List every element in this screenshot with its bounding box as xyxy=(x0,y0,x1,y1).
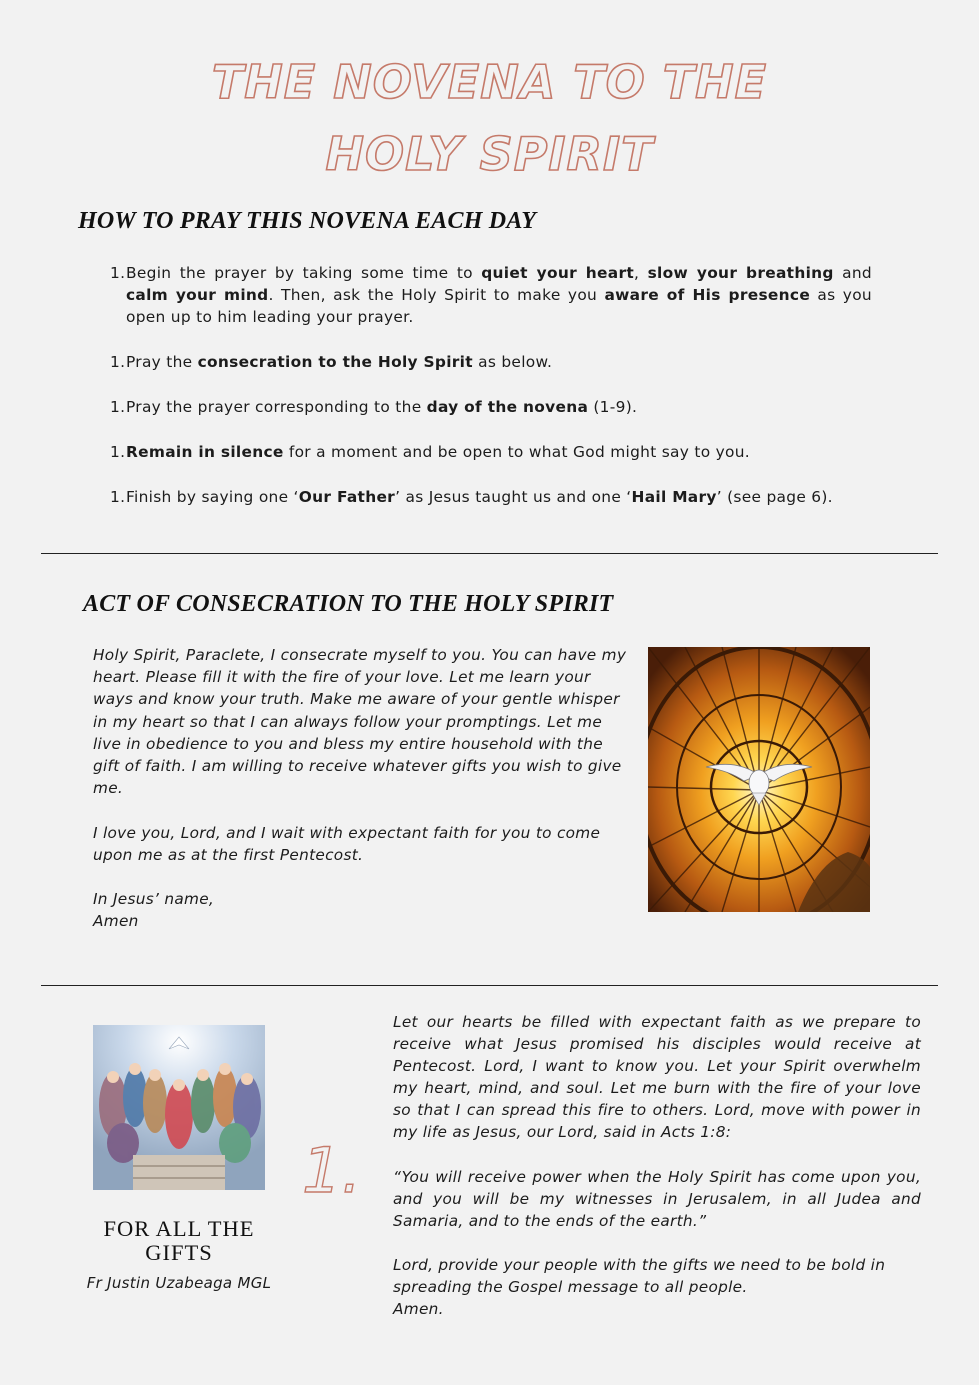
page-title xyxy=(0,46,979,190)
day-amen: Amen. xyxy=(393,1300,444,1319)
howto-step xyxy=(110,262,872,328)
step-text-run: for a moment and be open to what God might say to you. xyxy=(283,443,751,461)
step-text-run: Pray the xyxy=(126,353,198,371)
step-text-run: ’ as Jesus taught us and one ‘ xyxy=(395,488,632,506)
step-emphasis: slow your breathing xyxy=(647,264,834,282)
step-text xyxy=(126,441,872,463)
step-text xyxy=(126,486,872,508)
consecration-paragraph: I love you, Lord, and I wait with expectant faith for you to come upon me as at the first Pentecost. xyxy=(93,823,601,864)
title-line-1: THE NOVENA TO THE xyxy=(211,55,768,109)
step-text-run: as you open up to him leading your prayer. xyxy=(126,286,872,326)
step-text xyxy=(126,262,872,328)
step-text-run: as below. xyxy=(472,353,553,371)
step-number: 1. xyxy=(110,488,126,506)
day-closing-text: Lord, provide your people with the gifts we need to be bold in spreading the Gospel message to all people. xyxy=(393,1256,886,1297)
step-text-run: Begin the prayer by taking some time to xyxy=(126,264,482,282)
step-text xyxy=(126,351,872,373)
step-text xyxy=(126,396,872,418)
day-author: Fr Justin Uzabeaga MGL xyxy=(86,1274,272,1292)
step-number: 1. xyxy=(110,398,126,416)
step-number: 1. xyxy=(110,264,126,282)
step-number: 1. xyxy=(110,353,126,371)
divider xyxy=(41,985,938,986)
step-text-run: and xyxy=(833,264,872,282)
step-text-run: ’ (see page 6). xyxy=(716,488,833,506)
step-emphasis: calm your mind xyxy=(126,286,269,304)
day-title: FOR ALL THE GIFTS xyxy=(103,1216,255,1265)
step-emphasis: Our Father xyxy=(298,488,396,506)
step-number: 1. xyxy=(110,443,126,461)
howto-step xyxy=(110,441,872,463)
step-text-run: . Then, ask the Holy Spirit to make you xyxy=(268,286,605,304)
step-text-run: (1-9). xyxy=(588,398,638,416)
step-text-run: , xyxy=(634,264,648,282)
step-emphasis: quiet your heart xyxy=(481,264,635,282)
consecration-closing xyxy=(93,888,633,932)
step-emphasis: Remain in silence xyxy=(126,443,284,461)
day-paragraph: Let our hearts be filled with expectant faith as we prepare to receive what Jesus promised his disciples would receive at Pentecost. Lord, I want to know you. Let your Spirit overwhelm my heart, mind, and soul. Let me burn with the fire of your love so that I can spread this fire to others. Lord, move with power in my life as Jesus, our Lord, said in Acts 1:8: xyxy=(393,1013,921,1142)
pentecost-painting-image xyxy=(93,1025,265,1190)
howto-step xyxy=(110,351,872,373)
consecration-heading: ACT OF CONSECRATION TO THE HOLY SPIRIT xyxy=(83,591,614,617)
step-text-run: Finish by saying one ‘ xyxy=(126,488,299,506)
divider xyxy=(41,553,938,554)
howto-steps-list xyxy=(110,262,872,531)
day-closing xyxy=(393,1254,921,1320)
howto-heading: HOW TO PRAY THIS NOVENA EACH DAY xyxy=(78,208,537,234)
consecration-prayer xyxy=(93,644,633,933)
day-scripture-quote: “You will receive power when the Holy Spirit has come upon you, and you will be my witnesses in Jerusalem, in all Judea and Samaria, and to the ends of the earth.” xyxy=(393,1167,921,1230)
consecration-paragraph: Holy Spirit, Paraclete, I consecrate myself to you. You can have my heart. Please fill it with the fire of your love. Let me learn your ways and know your truth. Make me aware of your gentle whisper in my heart so that I can always follow your promptings. Let me live in obedience to you and bless my entire household with the gift of faith. I am willing to receive whatever gifts you wish to give me. xyxy=(93,646,627,798)
closing-amen: Amen xyxy=(93,912,139,931)
closing-line: In Jesus’ name, xyxy=(93,890,215,909)
day-prayer xyxy=(393,1011,921,1320)
day-number: 1. xyxy=(302,1134,362,1207)
howto-step xyxy=(110,486,872,508)
step-emphasis: consecration to the Holy Spirit xyxy=(197,353,473,371)
pentecost-illustration xyxy=(93,1025,265,1190)
step-text-run: Pray the prayer corresponding to the xyxy=(126,398,427,416)
title-line-2: HOLY SPIRIT xyxy=(325,127,654,181)
howto-step xyxy=(110,396,872,418)
dove-stained-glass-illustration xyxy=(648,647,870,912)
step-emphasis: aware of His presence xyxy=(604,286,811,304)
holy-spirit-stained-glass-image xyxy=(648,647,870,912)
step-emphasis: Hail Mary xyxy=(631,488,717,506)
step-emphasis: day of the novena xyxy=(426,398,589,416)
